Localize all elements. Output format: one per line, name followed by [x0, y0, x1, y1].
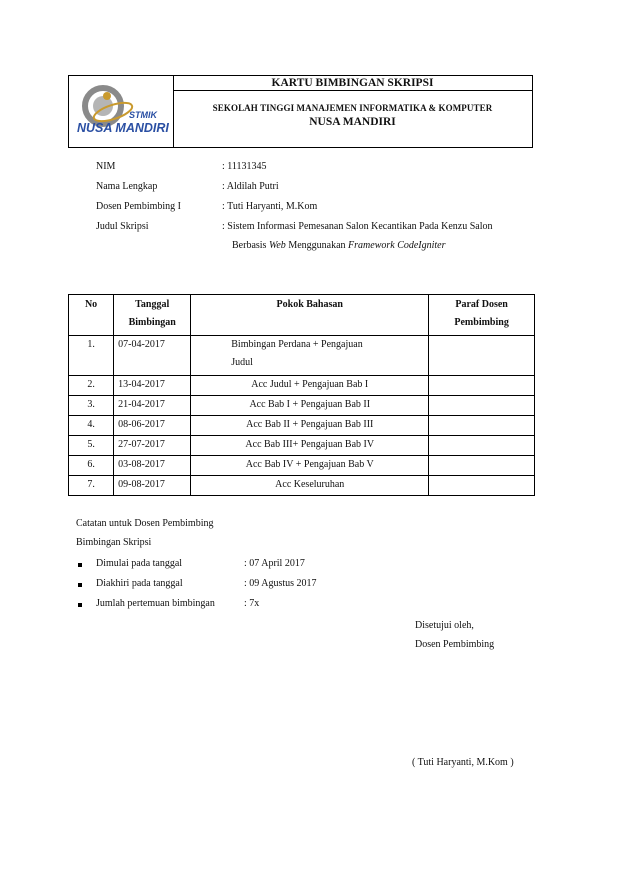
header-box — [68, 75, 533, 148]
nim-label: NIM — [96, 161, 116, 172]
table-row — [69, 476, 535, 496]
row-sign — [429, 336, 535, 376]
header-sign-line1: Paraf Dosen — [455, 299, 508, 310]
thesis-text-d: Framework CodeIgniter — [348, 240, 446, 251]
table-row — [69, 336, 535, 376]
signer-role: Dosen Pembimbing — [415, 639, 495, 650]
table-row — [69, 436, 535, 456]
row-topic: Acc Bab II + Pengajuan Bab III — [191, 416, 429, 436]
signer-name: ( Tuti Haryanti, M.Kom ) — [412, 757, 514, 768]
header-date-line1: Tanggal — [135, 299, 170, 310]
header-topic: Pokok Bahasan — [191, 295, 429, 336]
table-row — [69, 416, 535, 436]
row-sign — [429, 456, 535, 476]
header-sign-line2: Pembimbing — [454, 317, 509, 328]
start-value: : 07 April 2017 — [244, 558, 305, 569]
thesis-text-b: Web — [268, 240, 286, 251]
logo-top-text: STMIK — [129, 110, 157, 120]
bullet-icon — [78, 603, 82, 607]
row-topic: Acc Keseluruhan — [191, 476, 429, 496]
row-sign — [429, 436, 535, 456]
card-title: KARTU BIMBINGAN SKRIPSI — [173, 76, 532, 91]
row-topic: Acc Bab III+ Pengajuan Bab IV — [191, 436, 429, 456]
row-sign — [429, 416, 535, 436]
header-date — [114, 295, 191, 336]
end-label: Diakhiri pada tanggal — [96, 578, 183, 589]
table-header-row — [69, 295, 535, 336]
row-topic: Acc Judul + Pengajuan Bab I — [191, 376, 429, 396]
row-date: 08-06-2017 — [114, 416, 191, 436]
approved-text: Disetujui oleh, — [415, 620, 474, 631]
logo-bottom-text: NUSA MANDIRI — [77, 121, 169, 135]
logo-cell — [69, 76, 174, 147]
row-topic: Acc Bab I + Pengajuan Bab II — [191, 396, 429, 416]
notes-line1: Catatan untuk Dosen Pembimbing — [76, 518, 214, 529]
row-date: 13-04-2017 — [114, 376, 191, 396]
notes-line2: Bimbingan Skripsi — [76, 537, 152, 548]
row-date: 03-08-2017 — [114, 456, 191, 476]
advisor-value: : Tuti Haryanti, M.Kom — [222, 201, 318, 212]
row-date: 21-04-2017 — [114, 396, 191, 416]
name-value: : Aldilah Putri — [222, 181, 279, 192]
thesis-text-c: Menggunakan — [285, 240, 349, 251]
end-value: : 09 Agustus 2017 — [244, 578, 317, 589]
header-no: No — [69, 295, 114, 336]
row-sign — [429, 376, 535, 396]
row-topic-line1: Bimbingan Perdana + Pengajuan — [231, 339, 363, 350]
row-topic: Acc Bab IV + Pengajuan Bab V — [191, 456, 429, 476]
guidance-table — [68, 294, 535, 496]
row-sign — [429, 396, 535, 416]
name-label: Nama Lengkap — [96, 181, 158, 192]
thesis-value-line2 — [232, 240, 446, 251]
thesis-label: Judul Skripsi — [96, 221, 149, 232]
row-sign — [429, 476, 535, 496]
thesis-value-line1: : Sistem Informasi Pemesanan Salon Kecantikan Pada Kenzu Salon — [222, 221, 493, 232]
row-no: 3. — [69, 396, 114, 416]
table-row — [69, 456, 535, 476]
header-sign — [429, 295, 535, 336]
table-row — [69, 376, 535, 396]
row-no: 5. — [69, 436, 114, 456]
school-line: SEKOLAH TINGGI MANAJEMEN INFORMATIKA & KOMPUTER — [212, 103, 493, 113]
row-date: 27-07-2017 — [114, 436, 191, 456]
stmik-logo — [69, 76, 173, 147]
advisor-label: Dosen Pembimbing I — [96, 201, 181, 212]
row-no: 7. — [69, 476, 114, 496]
row-no: 4. — [69, 416, 114, 436]
table-row — [69, 396, 535, 416]
row-topic-line2: Judul — [231, 357, 253, 368]
bullet-icon — [78, 563, 82, 567]
org-name: NUSA MANDIRI — [309, 116, 396, 128]
header-date-line2: Bimbingan — [128, 317, 176, 328]
row-no: 6. — [69, 456, 114, 476]
count-label: Jumlah pertemuan bimbingan — [96, 598, 215, 609]
row-date: 09-08-2017 — [114, 476, 191, 496]
count-value: : 7x — [244, 598, 260, 609]
row-date: 07-04-2017 — [114, 336, 191, 376]
bullet-icon — [78, 583, 82, 587]
nim-value: : 11131345 — [222, 161, 267, 172]
row-no: 1. — [69, 336, 114, 376]
row-no: 2. — [69, 376, 114, 396]
start-label: Dimulai pada tanggal — [96, 558, 183, 569]
thesis-text-a: Berbasis — [232, 240, 269, 251]
row-topic — [191, 336, 429, 376]
